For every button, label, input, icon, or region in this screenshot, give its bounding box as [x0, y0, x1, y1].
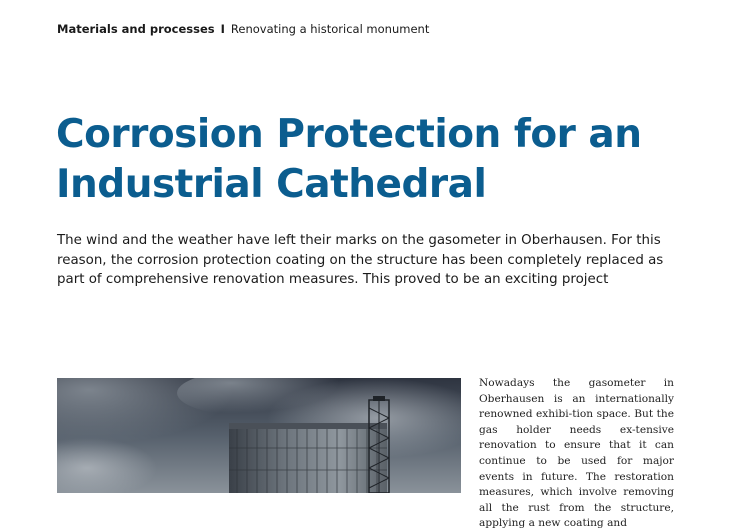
topic-label: Renovating a historical monument [230, 22, 430, 36]
running-header [57, 22, 429, 36]
article-lead: The wind and the weather have left their marks on the gasometer in Oberhausen. For this reason, the corrosion protection coating on the structure has been completely replaced as part of comprehensive renovation measures. This proved to be an exciting project [57, 233, 664, 287]
article-body-column: Nowadays the gasometer in Oberhausen is an internationally renowned exhibi-tion space. But the gas holder needs ex-tensive renovation to ensure that it can continue to be used for major events in future. The restoration measures, which involve removing all the rust from the structure, applying a new coating and [479, 377, 674, 530]
gasometer-image [57, 378, 461, 493]
article-title: Corrosion Protection for an Industrial Cathedral [56, 112, 642, 207]
header-separator: I [220, 22, 225, 36]
gasometer-photo [57, 378, 461, 493]
section-label: Materials and processes [57, 22, 215, 36]
